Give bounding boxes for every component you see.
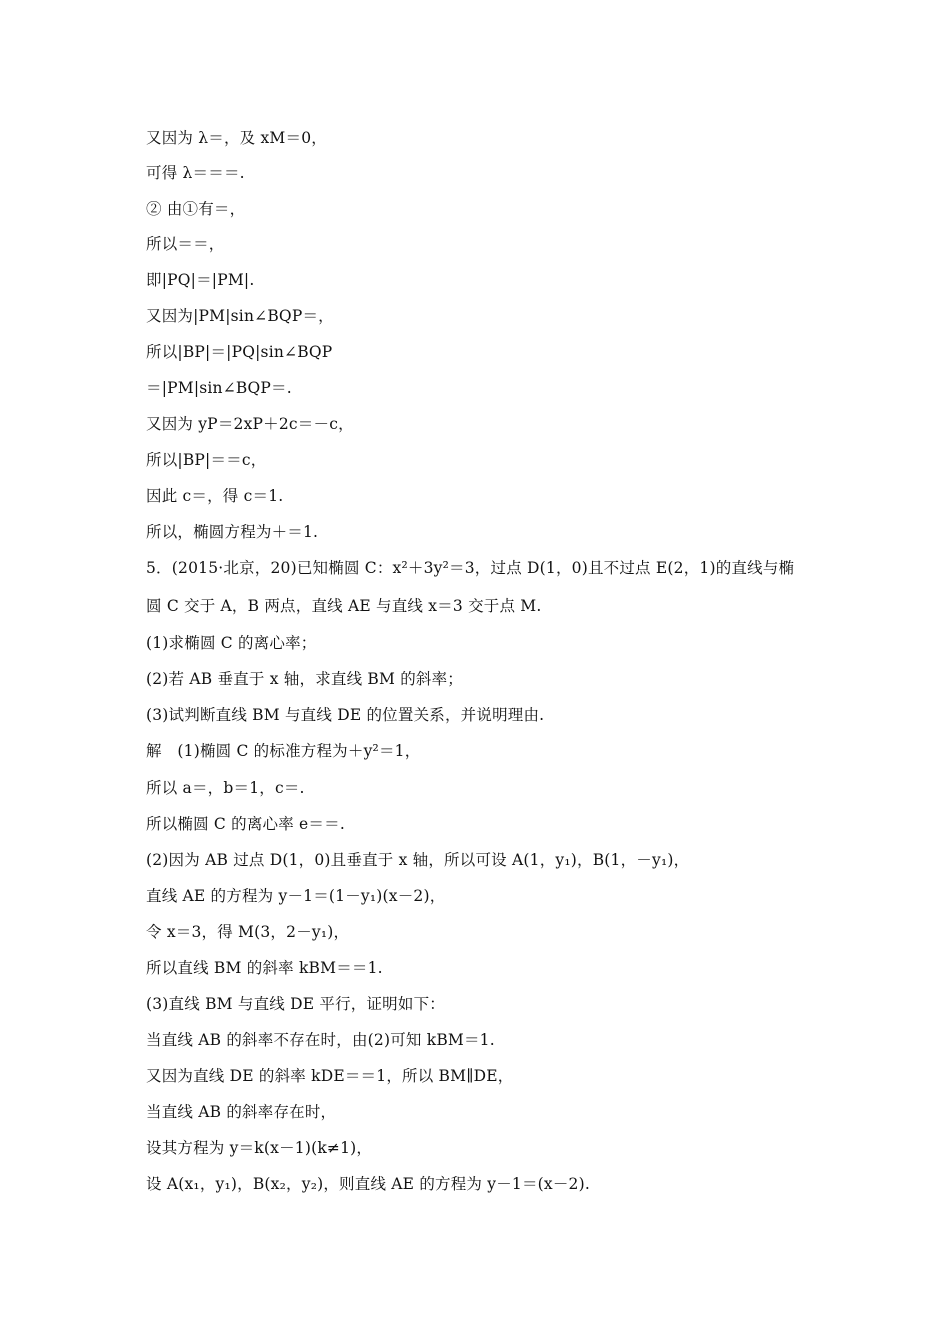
text-line: 又因为|PM|sin∠BQP＝， (146, 307, 334, 325)
text-line: 所以＝＝， (146, 235, 225, 253)
text-line: 直线 AE 的方程为 y－1＝(1－y₁)(x－2)， (146, 887, 446, 905)
text-line: 所以 a＝，b＝1，c＝. (146, 779, 305, 797)
text-line: (2)若 AB 垂直于 x 轴，求直线 BM 的斜率； (146, 670, 464, 688)
text-line: 即|PQ|＝|PM|. (146, 271, 255, 289)
text-line: 设其方程为 y＝k(x－1)(k≠1)， (146, 1139, 373, 1157)
text-line: 又因为直线 DE 的斜率 kDE＝＝1，所以 BM∥DE， (146, 1067, 514, 1085)
text-line: 圆 C 交于 A，B 两点，直线 AE 与直线 x＝3 交于点 M. (146, 597, 542, 615)
text-line: ＝|PM|sin∠BQP＝. (146, 379, 292, 397)
text-line: (1)求椭圆 C 的离心率； (146, 634, 317, 652)
text-line: (3)试判断直线 BM 与直线 DE 的位置关系，并说明理由. (146, 706, 545, 724)
text-line: 解 (1)椭圆 C 的标准方程为＋y²＝1， (146, 742, 421, 760)
text-line: 所以椭圆 C 的离心率 e＝＝. (146, 815, 345, 833)
text-line: 因此 c＝，得 c＝1. (146, 487, 284, 505)
text-line: 所以|BP|＝＝c， (146, 451, 267, 469)
text-line: 所以直线 BM 的斜率 kBM＝＝1. (146, 959, 383, 977)
text-line: 设 A(x₁，y₁)，B(x₂，y₂)，则直线 AE 的方程为 y－1＝(x－2). (146, 1175, 590, 1193)
text-line: (2)因为 AB 过点 D(1，0)且垂直于 x 轴，所以可设 A(1，y₁)，B(1，－y₁)， (146, 851, 690, 869)
text-line: 令 x＝3，得 M(3，2－y₁)， (146, 923, 350, 941)
text-line: 当直线 AB 的斜率不存在时，由(2)可知 kBM＝1. (146, 1031, 495, 1049)
text-line: 又因为 yP＝2xP＋2c＝－c， (146, 415, 354, 433)
text-line: 可得 λ＝＝＝. (146, 164, 245, 182)
text-line: (3)直线 BM 与直线 DE 平行，证明如下： (146, 995, 445, 1013)
text-line: 又因为 λ＝，及 xM＝0， (146, 129, 327, 147)
text-line: 所以，椭圆方程为＋＝1. (146, 523, 319, 541)
text-line: 5．(2015·北京，20)已知椭圆 C：x²＋3y²＝3，过点 D(1，0)且不过点 E(2，1)的直线与椭 (146, 559, 795, 577)
text-line: 当直线 AB 的斜率存在时， (146, 1103, 337, 1121)
text-line: 所以|BP|＝|PQ|sin∠BQP (146, 343, 333, 361)
text-line: ② 由①有＝， (146, 200, 246, 218)
